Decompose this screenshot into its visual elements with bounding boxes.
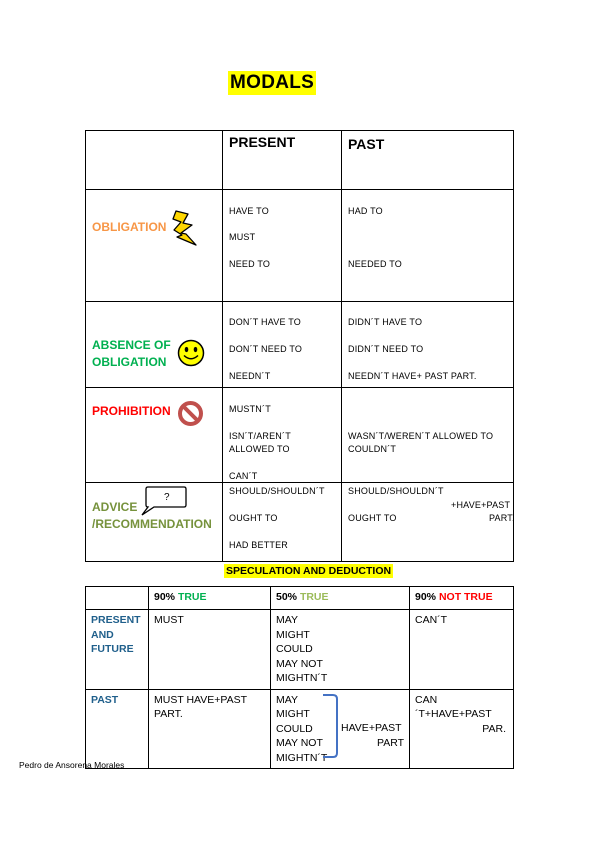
header-word: TRUE xyxy=(299,591,329,603)
label-line: FUTURE xyxy=(91,643,134,655)
text-line: WASN´T/WEREN´T ALLOWED TO xyxy=(348,431,494,441)
text-line: DON´T HAVE TO xyxy=(229,317,301,327)
header-90-true xyxy=(149,587,271,610)
text-line: NEEDED TO xyxy=(348,259,402,269)
text-line: MUST xyxy=(154,614,184,626)
text-line: COULD xyxy=(276,643,313,655)
text-line: MAY xyxy=(276,693,298,706)
bracket-icon xyxy=(321,693,343,759)
text-line: ALLOWED TO xyxy=(229,444,290,454)
text-line: HAVE TO xyxy=(229,206,269,216)
text-line: DON´T NEED TO xyxy=(229,344,303,354)
header-empty-cell xyxy=(86,131,223,190)
header-90-not-true xyxy=(410,587,514,610)
text-line: SHOULD/SHOULDN´T xyxy=(348,486,444,496)
advice-label-line1: ADVICE xyxy=(92,500,138,514)
no-entry-icon xyxy=(177,400,204,427)
text-line: SHOULD/SHOULDN´T xyxy=(229,486,325,496)
text-line: MAY xyxy=(276,614,298,626)
text-line: NEEDN´T xyxy=(229,371,271,381)
past-50-true xyxy=(271,689,410,769)
text-line: CAN´T+HAVE+PAST xyxy=(415,693,492,720)
text-line: CAN´T xyxy=(229,471,258,481)
text-line: PART. xyxy=(489,513,515,523)
text-line: MIGHT xyxy=(276,708,310,720)
absence-label-line1: ABSENCE OF xyxy=(92,338,171,352)
text-line: MUST xyxy=(229,232,256,242)
header-50-true xyxy=(271,587,410,610)
absence-present xyxy=(223,302,342,388)
section-subtitle: SPECULATION AND DEDUCTION xyxy=(226,565,392,577)
text-line: OUGHT TO xyxy=(229,513,278,523)
speech-bubble-icon xyxy=(136,485,188,517)
text-line: MAY NOT xyxy=(276,657,323,670)
obligation-past xyxy=(342,190,514,302)
header-empty-cell xyxy=(86,587,149,610)
present-90-not-true xyxy=(410,610,514,690)
text-line: OUGHT TO xyxy=(348,513,397,523)
label-line: PAST xyxy=(91,693,119,706)
author-footer: Pedro de Ansorena Morales xyxy=(19,760,125,770)
text-line: MAY NOT xyxy=(276,737,323,749)
advice-present xyxy=(223,483,342,562)
text-line: MIGHT xyxy=(276,628,310,641)
bubble-question-mark: ? xyxy=(164,492,170,503)
advice-cell xyxy=(86,483,223,562)
text-line: HAVE+PAST xyxy=(341,721,402,734)
absence-label-line2: OBLIGATION xyxy=(92,355,167,369)
text-line: HAD TO xyxy=(348,206,383,216)
advice-label-line2: /RECOMMENDATION xyxy=(92,517,212,531)
text-line: PART xyxy=(377,736,405,749)
text-line: MUST HAVE+PAST xyxy=(154,693,248,706)
absence-past xyxy=(342,302,514,388)
text-line: +HAVE+PAST xyxy=(451,500,511,510)
header-word: TRUE xyxy=(177,591,207,603)
text-line: COULD xyxy=(276,722,313,735)
row-label-past xyxy=(86,689,149,769)
header-pct: 50% xyxy=(276,591,298,603)
advice-past xyxy=(342,483,514,562)
text-line: ISN´T/AREN´T xyxy=(229,431,291,441)
prohibition-present xyxy=(223,388,342,483)
text-line: DIDN´T HAVE TO xyxy=(348,317,423,327)
lightning-icon xyxy=(172,210,200,246)
smiley-icon xyxy=(177,339,205,367)
text-line: MIGHTN´T xyxy=(276,751,328,764)
prohibition-label: PROHIBITION xyxy=(92,404,171,418)
label-line: AND xyxy=(91,628,114,641)
obligation-cell xyxy=(86,190,223,302)
header-pct: 90% xyxy=(415,591,437,603)
row-label-present-future xyxy=(86,610,149,690)
label-line: PRESENT xyxy=(91,614,141,626)
text-line: COULDN´T xyxy=(348,444,397,454)
text-line: DIDN´T NEED TO xyxy=(348,344,424,354)
page-title: MODALS xyxy=(230,72,315,93)
absence-cell xyxy=(86,302,223,388)
present-50-true xyxy=(271,610,410,690)
header-past: PAST xyxy=(342,131,514,190)
text-line: PAR. xyxy=(482,722,506,735)
header-present: PRESENT xyxy=(223,131,342,190)
text-line: NEED TO xyxy=(229,259,271,269)
past-90-true xyxy=(149,689,271,769)
modals-table xyxy=(85,130,514,562)
obligation-label: OBLIGATION xyxy=(92,220,167,234)
text-line: HAD BETTER xyxy=(229,540,289,550)
obligation-present xyxy=(223,190,342,302)
text-line: MUSTN´T xyxy=(229,404,271,414)
present-90-true xyxy=(149,610,271,690)
prohibition-cell xyxy=(86,388,223,483)
header-pct: 90% xyxy=(154,591,176,603)
text-line: MIGHTN´T xyxy=(276,672,328,684)
header-word: NOT TRUE xyxy=(438,591,493,603)
text-line: CAN´T xyxy=(415,614,448,626)
prohibition-past xyxy=(342,388,514,483)
speculation-table xyxy=(85,586,514,769)
text-line: NEEDN´T HAVE+ PAST PART. xyxy=(348,371,477,381)
text-line: PART. xyxy=(154,708,183,720)
past-90-not-true xyxy=(410,689,514,769)
